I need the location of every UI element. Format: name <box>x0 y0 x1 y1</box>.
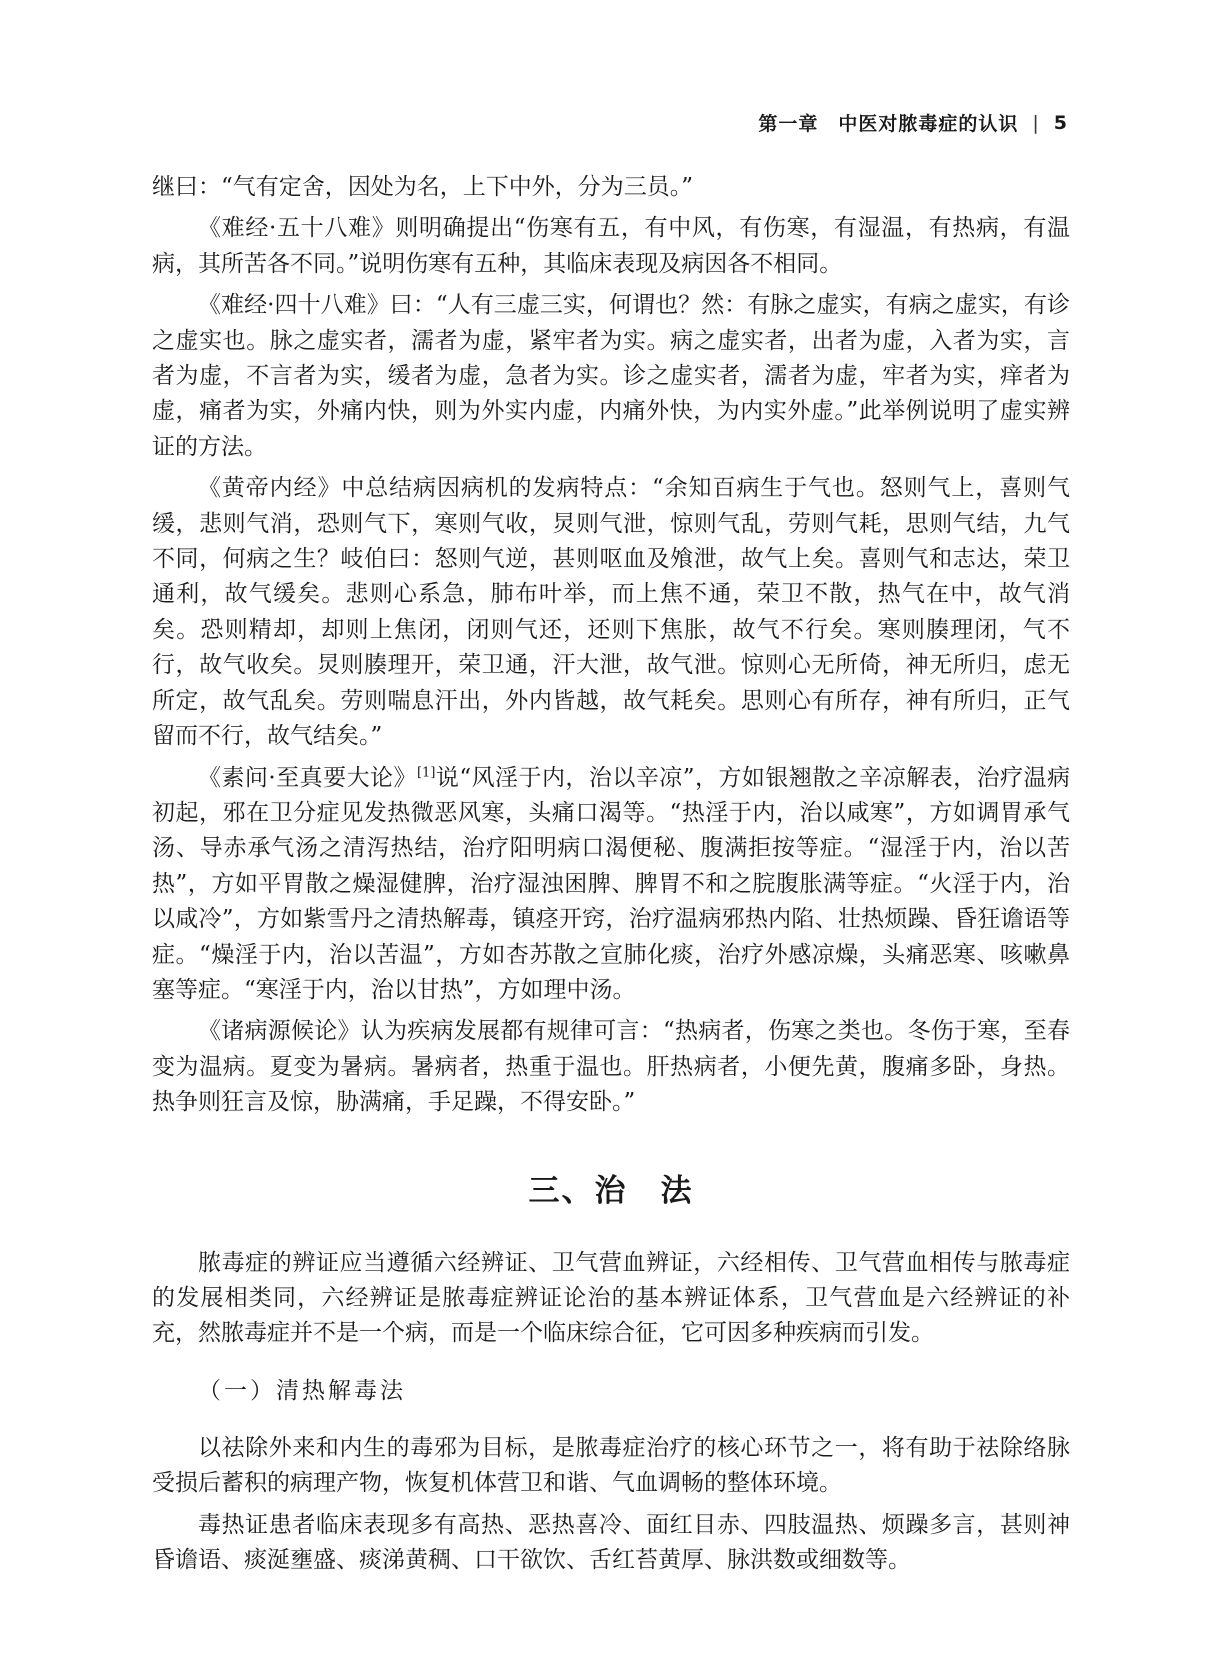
paragraph-nanjing-58: 《难经·五十八难》则明确提出“伤寒有五，有中风，有伤寒，有湿温，有热病，有温病，其所苦各不同。”说明伤寒有五种，其临床表现及病因各不相同。 <box>152 215 1070 277</box>
citation-reference: [1] <box>416 764 436 780</box>
subsection-paragraph: 毒热证患者临床表现多有高热、恶热喜冷、面红目赤、四肢温热、烦躁多言，甚则神昏谵语、痰涎壅盛、痰涕黄稠、口干欲饮、舌红苔黄厚、脉洪数或细数等。 <box>152 1511 1070 1573</box>
page-body <box>152 170 1070 1578</box>
paragraph-suwen <box>152 761 1070 1009</box>
section-heading: 三、治 法 <box>528 1172 694 1209</box>
paragraph-continuation: 继曰：“气有定舍，因处为名，上下中外，分为三员。” <box>152 174 694 200</box>
suwen-text: 说“风淫于内，治以辛凉”，方如银翘散之辛凉解表，治疗温病初起，邪在卫分症见发热微恶风寒，头痛口渴等。“热淫于内，治以咸寒”，方如调胃承气汤、导赤承气汤之清泻热结，治疗阳明病口渴便秘、腹满拒按等症。“湿淫于内，治以苦热”，方如平胃散之燥湿健脾，治疗湿浊困脾、脾胃不和之脘腹胀满等症。“火淫于内，治以咸冷”，方如紫雪丹之清热解毒，镇痉开窍，治疗温病邪热内陷、壮热烦躁、昏狂谵语等症。“燥淫于内，治以苦温”，方如杏苏散之宣肺化痰，治疗外感凉燥，头痛恶寒、咳嗽鼻塞等症。“寒淫于内，治以甘热”，方如理中汤。 <box>152 764 1070 1003</box>
subsection-heading: （一）清热解毒法 <box>198 1377 406 1404</box>
subsection-paragraph: 以祛除外来和内生的毒邪为目标，是脓毒症治疗的核心环节之一，将有助于祛除络脉受损后蓄积的病理产物，恢复机体营卫和谐、气血调畅的整体环境。 <box>152 1434 1070 1497</box>
header-separator: | <box>1032 111 1040 134</box>
running-header <box>758 109 1068 136</box>
chapter-title: 第一章 中医对脓毒症的认识 <box>758 113 1019 135</box>
section-intro-paragraph: 脓毒症的辨证应当遵循六经辨证、卫气营血辨证，六经相传、卫气营血相传与脓毒症的发展相类同，六经辨证是脓毒症辨证论治的基本辨证体系，卫气营血是六经辨证的补充，然脓毒症并不是一个病，而是一个临床综合征，它可因多种疾病而引发。 <box>152 1249 1070 1347</box>
paragraph-nanjing-48: 《难经·四十八难》曰：“人有三虚三实，何谓也？然：有脉之虚实，有病之虚实，有诊之虚实也。脉之虚实者，濡者为虚，紧牢者为实。病之虚实者，出者为虚，入者为实，言者为虚，不言者为实，缓者为虚，急者为实。诊之虚实者，濡者为虚，牢者为实，痒者为虚，痛者为实，外痛内快，则为外实内虚，内痛外快，为内实外虚。”此举例说明了虚实辨证的方法。 <box>152 292 1070 460</box>
paragraph-huangdi-neijing: 《黄帝内经》中总结病因病机的发病特点：“余知百病生于气也。怒则气上，喜则气缓，悲则气消，恐则气下，寒则气收，炅则气泄，惊则气乱，劳则气耗，思则气结，九气不同，何病之生？岐伯曰：怒则气逆，甚则呕血及飧泄，故气上矣。喜则气和志达，荣卫通利，故气缓矣。悲则心系急，肺布叶举，而上焦不通，荣卫不散，热气在中，故气消矣。恐则精却，却则上焦闭，闭则气还，还则下焦胀，故气不行矣。寒则腠理闭，气不行，故气收矣。炅则腠理开，荣卫通，汗大泄，故气泄。惊则心无所倚，神无所归，虑无所定，故气乱矣。劳则喘息汗出，外内皆越，故气耗矣。思则心有所存，神有所归，正气留而不行，故气结矣。” <box>152 475 1070 750</box>
page-number: 5 <box>1053 111 1068 134</box>
paragraph-zhubing-yuanhou: 《诸病源候论》认为疾病发展都有规律可言：“热病者，伤寒之类也。冬伤于寒，至春变为温病。夏变为暑病。暑病者，热重于温也。肝热病者，小便先黄，腹痛多卧，身热。热争则狂言及惊，胁满痛，手足躁，不得安卧。” <box>152 1018 1070 1116</box>
suwen-title: 《素问·至真要大论》 <box>198 764 417 791</box>
